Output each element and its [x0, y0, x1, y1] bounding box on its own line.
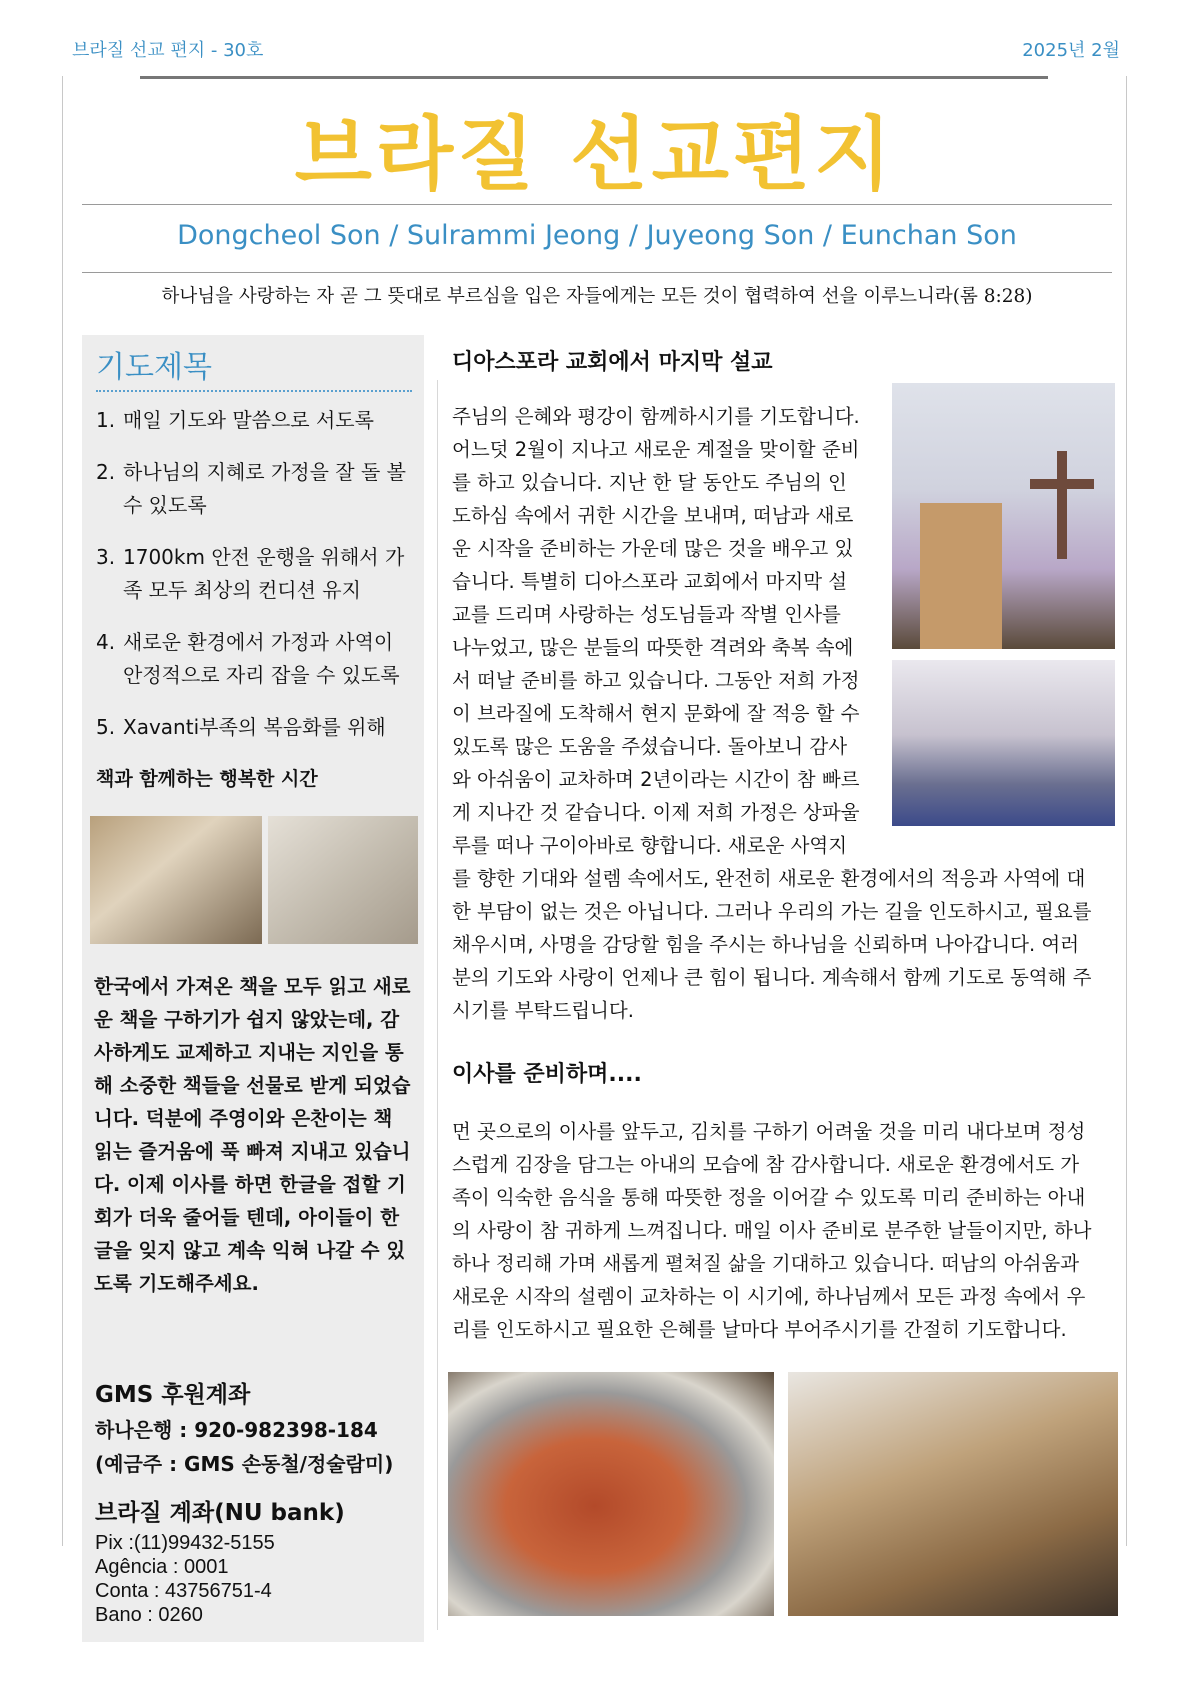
book-text: 한국에서 가져온 책을 모두 읽고 새로운 책을 구하기가 쉽지 않았는데, 감사하게도 교제하고 지내는 지인을 통해 소중한 책들을 선물로 받게 되었습니다. 덕분에 주영이와 은찬이는 책 읽는 즐거움에 푹 빠져 지내고 있습니다. 이제 이사를 하면 한글을 접할 기회가 더욱 줄어들 텐데, 아이들이 한글을 잊지 않고 계속 익혀 나갈 수 있도록 기도해주세요. [94, 975, 411, 1295]
prayer-item [92, 404, 412, 437]
family-names: Dongcheol Son / Sulrammi Jeong / Juyeong Son / Eunchan Son [177, 220, 1017, 251]
issue-date: 2025년 2월 [1022, 40, 1120, 61]
pix-number: Pix :(11)99432-5155 [95, 1532, 275, 1554]
prayer-number: 3. [96, 545, 116, 569]
title-rule [82, 204, 1112, 205]
prayer-text: 1700km 안전 운행을 위해서 가족 모두 최상의 컨디션 유지 [123, 545, 405, 602]
left-border-line [62, 76, 63, 1546]
moving-boxes-photo [788, 1372, 1118, 1616]
top-rule [140, 76, 1048, 79]
bible-verse: 하나님을 사랑하는 자 곧 그 뜻대로 부르심을 입은 자들에게는 모든 것이 협력하여 선을 이루느니라(롬 8:28) [161, 286, 1033, 307]
text-line: 나누었고, 많은 분들의 따뜻한 격려와 축복 속에 [452, 636, 854, 659]
text-line: 새로운 시작의 설렘이 교차하는 이 시기에, 하나님께서 모든 과정 속에서 우 [452, 1285, 1086, 1308]
prayer-item [92, 456, 412, 522]
gms-account-title: GMS 후원계좌 [95, 1382, 251, 1408]
agencia-number: Agência : 0001 [95, 1556, 229, 1578]
issue-label: 브라질 선교 편지 - 30호 [72, 40, 264, 61]
book-heading: 책과 함께하는 행복한 시간 [96, 768, 318, 790]
text-line: 습니다. 특별히 디아스포라 교회에서 마지막 설 [452, 570, 848, 593]
right-border-line [1126, 76, 1127, 1546]
bank-code: Bano : 0260 [95, 1604, 203, 1626]
text-line: 의 사랑이 참 귀하게 느껴집니다. 매일 이사 준비로 분주한 날들이지만, 하나 [452, 1219, 1092, 1242]
child-reading-photo-2 [268, 816, 418, 944]
conta-number: Conta : 43756751-4 [95, 1580, 272, 1602]
prayer-item [92, 711, 412, 744]
child-reading-photo [90, 816, 262, 944]
prayer-list [92, 404, 412, 763]
text-line: 게 지나간 것 같습니다. 이제 저희 가정은 상파울 [452, 801, 860, 824]
text-line: 주님의 은혜와 평강이 함께하시기를 기도합니다. [452, 405, 860, 428]
prayer-number: 5. [96, 715, 116, 739]
page-title: 브라질 선교편지 [294, 108, 896, 201]
prayer-item [92, 541, 412, 607]
prayer-number: 4. [96, 630, 116, 654]
prayer-text: 매일 기도와 말씀으로 서도록 [123, 408, 374, 432]
section-heading-moving: 이사를 준비하며.... [452, 1062, 642, 1087]
prayer-number: 2. [96, 460, 116, 484]
text-line: 리를 인도하시고 필요한 은혜를 날마다 부어주시기를 간절히 기도합니다. [452, 1318, 1067, 1341]
text-line: 교를 드리며 사랑하는 성도님들과 작별 인사를 [452, 603, 841, 626]
text-line: 시기를 부탁드립니다. [452, 999, 634, 1022]
column-divider [437, 380, 438, 1630]
text-line: 루를 떠나 구이아바로 향합니다. 새로운 사역지 [452, 834, 848, 857]
prayer-number: 1. [96, 408, 116, 432]
prayer-title: 기도제목 [96, 350, 212, 385]
text-line: 먼 곳으로의 이사를 앞두고, 김치를 구하기 어려울 것을 미리 내다보며 정성 [452, 1120, 1086, 1143]
text-line: 스럽게 김장을 담그는 아내의 모습에 참 감사합니다. 새로운 환경에서도 가 [452, 1153, 1080, 1176]
text-line: 서 떠날 준비를 하고 있습니다. 그동안 저희 가정 [452, 669, 860, 692]
section-heading-sermon: 디아스포라 교회에서 마지막 설교 [452, 350, 773, 375]
kimchi-photo [448, 1372, 774, 1616]
prayer-text: Xavanti부족의 복음화를 위해 [123, 715, 386, 739]
prayer-item [92, 626, 412, 692]
text-line: 를 향한 기대와 설렘 속에서도, 완전히 새로운 환경에서의 적응과 사역에 대 [452, 867, 1086, 890]
text-line: 어느덧 2월이 지나고 새로운 계절을 맞이할 준비 [452, 438, 860, 461]
gms-account-holder: (예금주 : GMS 손동철/정술람미) [95, 1452, 394, 1476]
text-line: 와 아쉬움이 교차하며 2년이라는 시간이 참 빠르 [452, 768, 860, 791]
sermon-paragraph [452, 400, 1110, 1027]
moving-paragraph [452, 1115, 1112, 1346]
prayer-text: 새로운 환경에서 가정과 사역이 안정적으로 자리 잡을 수 있도록 [123, 630, 400, 687]
text-line: 도하심 속에서 귀한 시간을 보내며, 떠남과 새로 [452, 504, 854, 527]
text-line: 족이 익숙한 음식을 통해 따뜻한 정을 이어갈 수 있도록 미리 준비하는 아내 [452, 1186, 1086, 1209]
text-line: 하나 정리해 가며 새롭게 펼쳐질 삶을 기대하고 있습니다. 떠남의 아쉬움과 [452, 1252, 1080, 1275]
text-line: 있도록 많은 도움을 주셨습니다. 돌아보니 감사 [452, 735, 848, 758]
text-line: 운 시작을 준비하는 가운데 많은 것을 배우고 있 [452, 537, 854, 560]
text-line: 한 부담이 없는 것은 아닙니다. 그러나 우리의 가는 길을 인도하시고, 필요를 [452, 900, 1092, 923]
prayer-text: 하나님의 지혜로 가정을 잘 돌 볼 수 있도록 [123, 460, 406, 517]
dotted-divider [96, 390, 412, 392]
brazil-account-title: 브라질 계좌(NU bank) [95, 1500, 345, 1526]
text-line: 분의 기도와 사랑이 언제나 큰 힘이 됩니다. 계속해서 함께 기도로 동역해 주 [452, 966, 1092, 989]
text-line: 이 브라질에 도착해서 현지 문화에 잘 적응 할 수 [452, 702, 860, 725]
text-line: 채우시며, 사명을 감당할 힘을 주시는 하나님을 신뢰하며 나아갑니다. 여러 [452, 933, 1080, 956]
names-rule [82, 272, 1112, 273]
gms-account-number: 하나은행 : 920-982398-184 [95, 1418, 378, 1442]
text-line: 를 하고 있습니다. 지난 한 달 동안도 주님의 인 [452, 471, 847, 494]
